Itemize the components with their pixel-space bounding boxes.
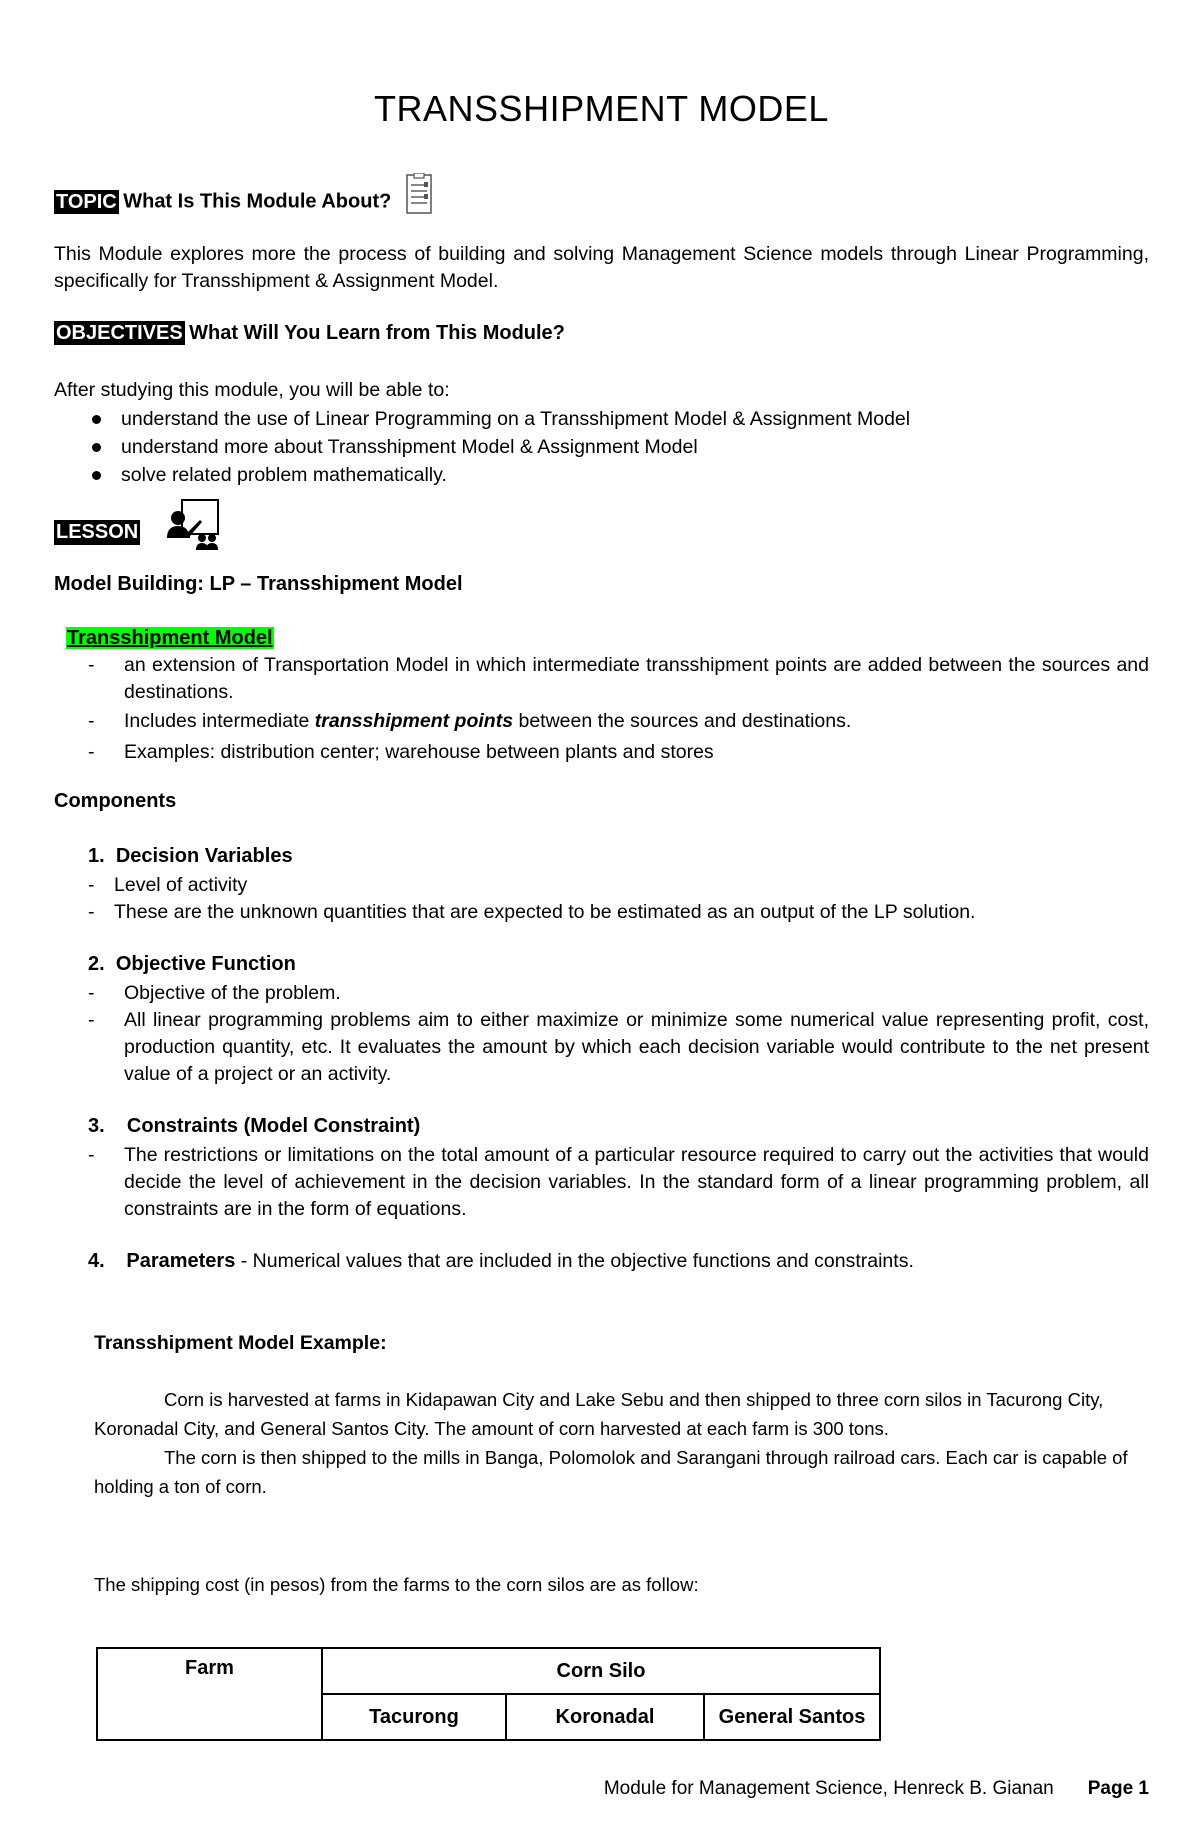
- table-header-corn-silo: Corn Silo: [322, 1648, 880, 1694]
- topic-heading: What Is This Module About?: [123, 190, 392, 213]
- table-row: [97, 1648, 880, 1694]
- shipping-cost-table: [96, 1647, 881, 1741]
- list-item: - Includes intermediate transshipment points between the sources and destinations.: [88, 710, 852, 732]
- bullet-icon: [92, 415, 101, 424]
- component-3-list: [54, 1142, 1149, 1223]
- list-item: - Objective of the problem.: [88, 982, 341, 1004]
- table-header-farm: Farm: [97, 1648, 322, 1740]
- topic-header: [54, 187, 434, 220]
- list-item: - The restrictions or limitations on the total amount of a particular resource required to carry out the activities that would decide the level of achievement in the decision variables. In the standard form of a linear programming problem, all constraints are in the form of equations.: [88, 1144, 1149, 1220]
- example-heading: Transshipment Model Example:: [94, 1332, 387, 1354]
- page-footer: [604, 1778, 1149, 1800]
- list-item: - Examples: distribution center; warehouse between plants and stores: [88, 741, 714, 763]
- bullet-icon: [92, 443, 101, 452]
- table-header-col: General Santos: [704, 1694, 880, 1740]
- component-3-title: 3. Constraints (Model Constraint): [88, 1115, 421, 1137]
- topic-tag: TOPIC: [56, 190, 117, 213]
- page-number: Page 1: [1087, 1778, 1149, 1799]
- list-item: understand more about Transshipment Model & Assignment Model: [54, 433, 1149, 461]
- example-paragraph-3: The shipping cost (in pesos) from the farms to the corn silos are as follow:: [94, 1574, 699, 1595]
- example-paragraph-1: Corn is harvested at farms in Kidapawan City and Lake Sebu and then shipped to three corn silos in Tacurong City, Koronadal City, and General Santos City. The amount of corn harvested at each farm is 300 tons.: [94, 1389, 1104, 1439]
- list-item: - These are the unknown quantities that are expected to be estimated as an output of the LP solution.: [88, 901, 976, 923]
- component-4: 4. Parameters - Numerical values that are included in the objective functions and constraints.: [88, 1250, 914, 1272]
- lesson-tag: LESSON: [56, 521, 139, 543]
- list-item: - an extension of Transportation Model in which intermediate transshipment points are added between the sources and destinations.: [88, 654, 1149, 703]
- objectives-header: [54, 322, 565, 345]
- list-item: solve related problem mathematically.: [54, 461, 1149, 489]
- teacher-presentation-icon: [164, 498, 222, 557]
- component-2-list: [54, 980, 1149, 1088]
- components-heading: Components: [54, 790, 177, 812]
- bullet-icon: [92, 471, 101, 480]
- component-2-title: 2. Objective Function: [88, 953, 296, 975]
- component-1-list: [54, 872, 1149, 926]
- objectives-intro: After studying this module, you will be able to:: [54, 379, 450, 401]
- list-item: - Level of activity: [88, 874, 248, 896]
- page-title: TRANSSHIPMENT MODEL: [374, 88, 829, 129]
- lesson-header: [54, 508, 222, 557]
- topic-body: This Module explores more the process of building and solving Management Science models through Linear Programming, specifically for Transshipment & Assignment Model.: [54, 243, 1149, 292]
- objectives-list: [54, 405, 1149, 489]
- list-item: - All linear programming problems aim to either maximize or minimize some numerical value representing profit, cost, production quantity, etc. It evaluates the amount by which each decision variable would contribute to the net present value of a project or an activity.: [88, 1009, 1149, 1085]
- table-header-col: Tacurong: [322, 1694, 506, 1740]
- objectives-tag: OBJECTIVES: [56, 322, 183, 344]
- objectives-heading: What Will You Learn from This Module?: [189, 322, 565, 344]
- table-header-col: Koronadal: [506, 1694, 704, 1740]
- checklist-icon: [404, 173, 434, 220]
- term-transshipment-model: Transshipment Model: [67, 627, 273, 649]
- example-paragraph-2: The corn is then shipped to the mills in Banga, Polomolok and Sarangani through railroad cars. Each car is capable of holding a ton of corn.: [94, 1447, 1128, 1497]
- footer-module: Module for Management Science, Henreck B. Gianan: [603, 1778, 1054, 1799]
- definition-list: [54, 652, 1149, 766]
- lesson-heading: Model Building: LP – Transshipment Model: [54, 573, 463, 595]
- component-1-title: 1. Decision Variables: [88, 845, 293, 867]
- list-item: understand the use of Linear Programming on a Transshipment Model & Assignment Model: [54, 405, 1149, 433]
